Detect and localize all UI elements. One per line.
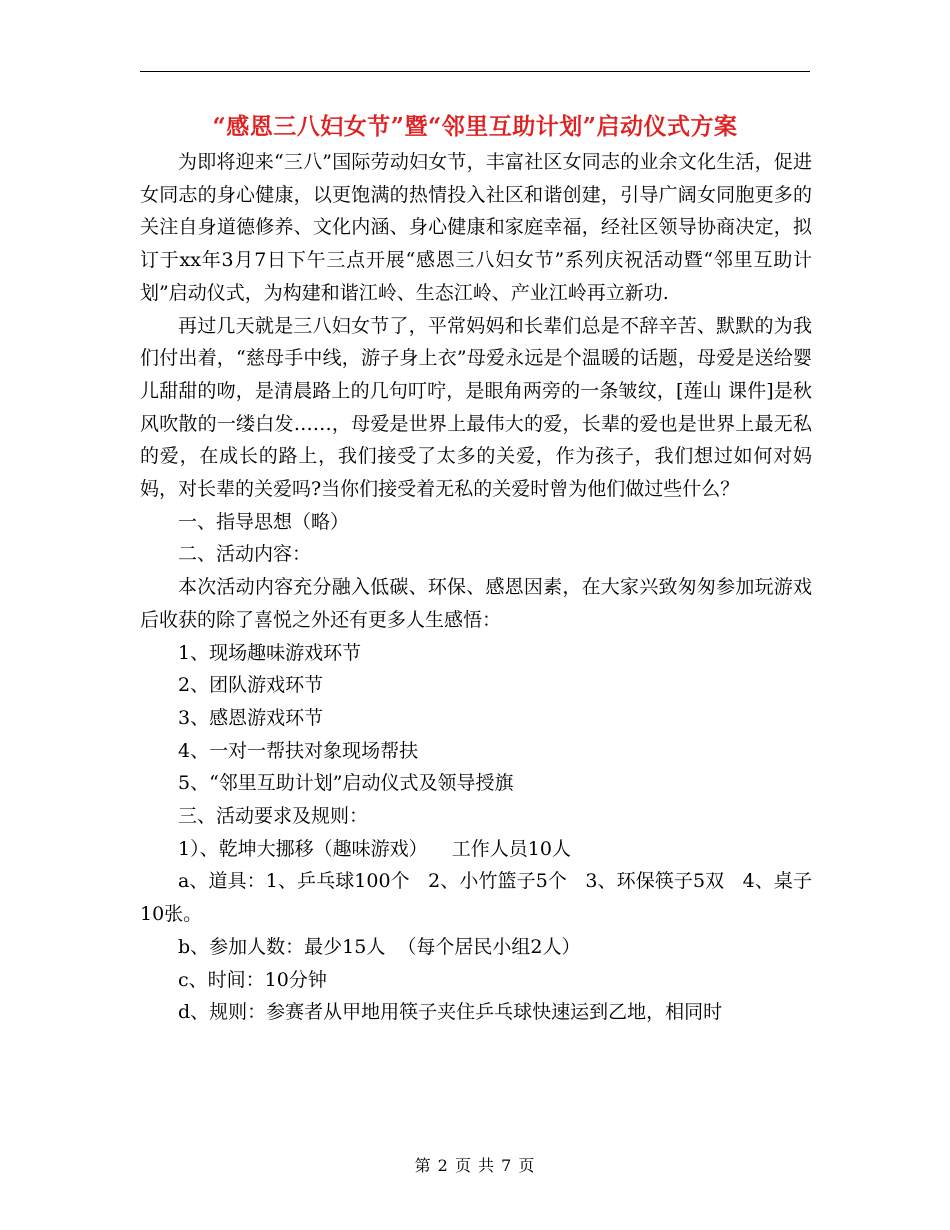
page-footer: 第 2 页 共 7 页 — [414, 1156, 536, 1175]
paragraph-activity-description: 本次活动内容充分融入低碳、环保、感恩因素，在大家兴致匆匆参加玩游戏后收获的除了喜悦之外还有更多人生感悟： — [140, 576, 812, 631]
game-title: 1）、乾坤大挪移（趣味游戏） 工作人员10人 — [178, 837, 571, 860]
game-time: c、时间：10分钟 — [178, 968, 327, 991]
document-body — [140, 146, 812, 1029]
game-props: a、道具：1、乒乓球100个 2、小竹篮子5个 3、环保筷子5双 4、桌子10张。 — [140, 870, 812, 926]
section-heading-guiding-idea: 一、指导思想（略） — [178, 510, 350, 533]
list-item: 5、“邻里互助计划”启动仪式及领导授旗 — [178, 772, 514, 795]
header-rule — [140, 71, 810, 72]
section-heading-activity-content: 二、活动内容： — [178, 543, 312, 566]
game-participants: b、参加人数：最少15人 （每个居民小组2人） — [178, 935, 581, 958]
paragraph-mother-love: 再过几天就是三八妇女节了，平常妈妈和长辈们总是不辞辛苦、默默的为我们付出着，“慈母手中线，游子身上衣”母爱永远是个温暖的话题，母爱是送给婴儿甜甜的吻，是清晨路上的几句叮咛，是眼角两旁的一条皱纹，[莲山 课件]是秋风吹散的一缕白发……，母爱是世界上最伟大的爱，长辈的爱也是世界上最无私的爱，在成长的路上，我们接受了太多的关爱，作为孩子，我们想过如何对妈妈，对长辈的关爱吗?当你们接受着无私的关爱时曾为他们做过些什么？ — [140, 314, 812, 501]
list-item: 1、现场趣味游戏环节 — [178, 641, 362, 664]
list-item: 4、一对一帮扶对象现场帮扶 — [178, 739, 419, 762]
list-item: 3、感恩游戏环节 — [178, 706, 324, 729]
game-rules: d、规则：参赛者从甲地用筷子夹住乒乓球快速运到乙地，相同时 — [178, 1001, 723, 1024]
document-title: “感恩三八妇女节”暨“邻里互助计划”启动仪式方案 — [212, 113, 738, 140]
list-item: 2、团队游戏环节 — [178, 674, 324, 697]
paragraph-intro: 为即将迎来“三八”国际劳动妇女节，丰富社区女同志的业余文化生活，促进女同志的身心健康，以更饱满的热情投入社区和谐创建，引导广阔女同胞更多的关注自身道德修养、文化内涵、身心健康和家庭幸福，经社区领导协商决定，拟订于xx年3月7日下午三点开展“感恩三八妇女节”系列庆祝活动暨“邻里互助计划”启动仪式，为构建和谐江岭、生态江岭、产业江岭再立新功. — [140, 151, 812, 304]
section-heading-requirements: 三、活动要求及规则： — [178, 805, 369, 828]
